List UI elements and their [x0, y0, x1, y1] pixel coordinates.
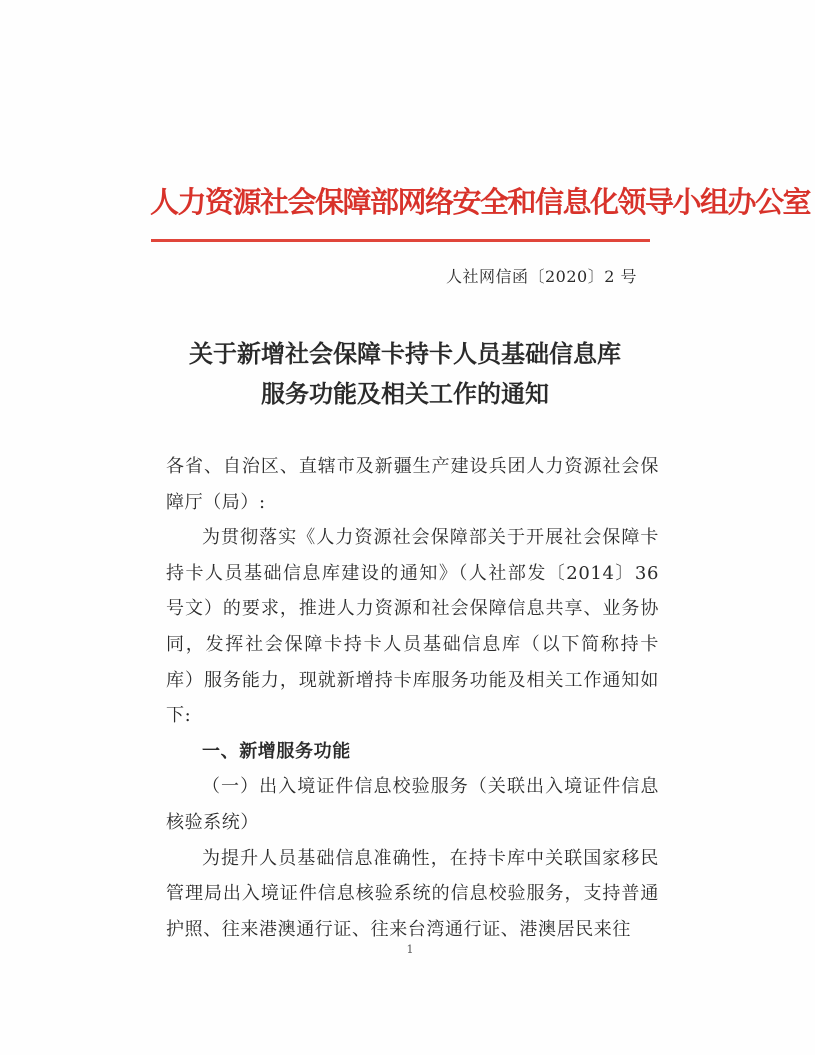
page-number: 1 — [406, 943, 414, 956]
notice-body — [166, 449, 659, 947]
addressee-paragraph: 各省、自治区、直辖市及新疆生产建设兵团人力资源社会保障厅（局）: — [166, 456, 659, 513]
red-separator-line — [151, 239, 650, 242]
office-header-title: 人力资源社会保障部网络安全和信息化领导小组办公室 — [150, 185, 811, 219]
notice-title-line-1: 关于新增社会保障卡持卡人员基础信息库 — [189, 339, 621, 368]
subsection-paragraph: 为提升人员基础信息准确性，在持卡库中关联国家移民管理局出入境证件信息核验系统的信息校验服务，支持普通护照、往来港澳通行证、往来台湾通行证、港澳居民来往 — [166, 847, 659, 940]
section-heading: 一、新增服务功能 — [202, 740, 351, 762]
notice-title — [150, 334, 660, 414]
document-number: 人社网信函〔2020〕2 号 — [446, 267, 637, 286]
subsection-heading: （一）出入境证件信息校验服务（关联出入境证件信息核验系统） — [166, 776, 659, 833]
intro-paragraph: 为贯彻落实《人力资源社会保障部关于开展社会保障卡持卡人员基础信息库建设的通知》（人社部发〔2014〕36 号文）的要求，推进人力资源和社会保障信息共享、业务协同，发挥社会保障卡持卡人员基础信息库（以下简称持卡库）服务能力，现就新增持卡库服务功能及相关工作通知如下: — [166, 527, 659, 727]
notice-title-line-2: 服务功能及相关工作的通知 — [261, 379, 549, 408]
